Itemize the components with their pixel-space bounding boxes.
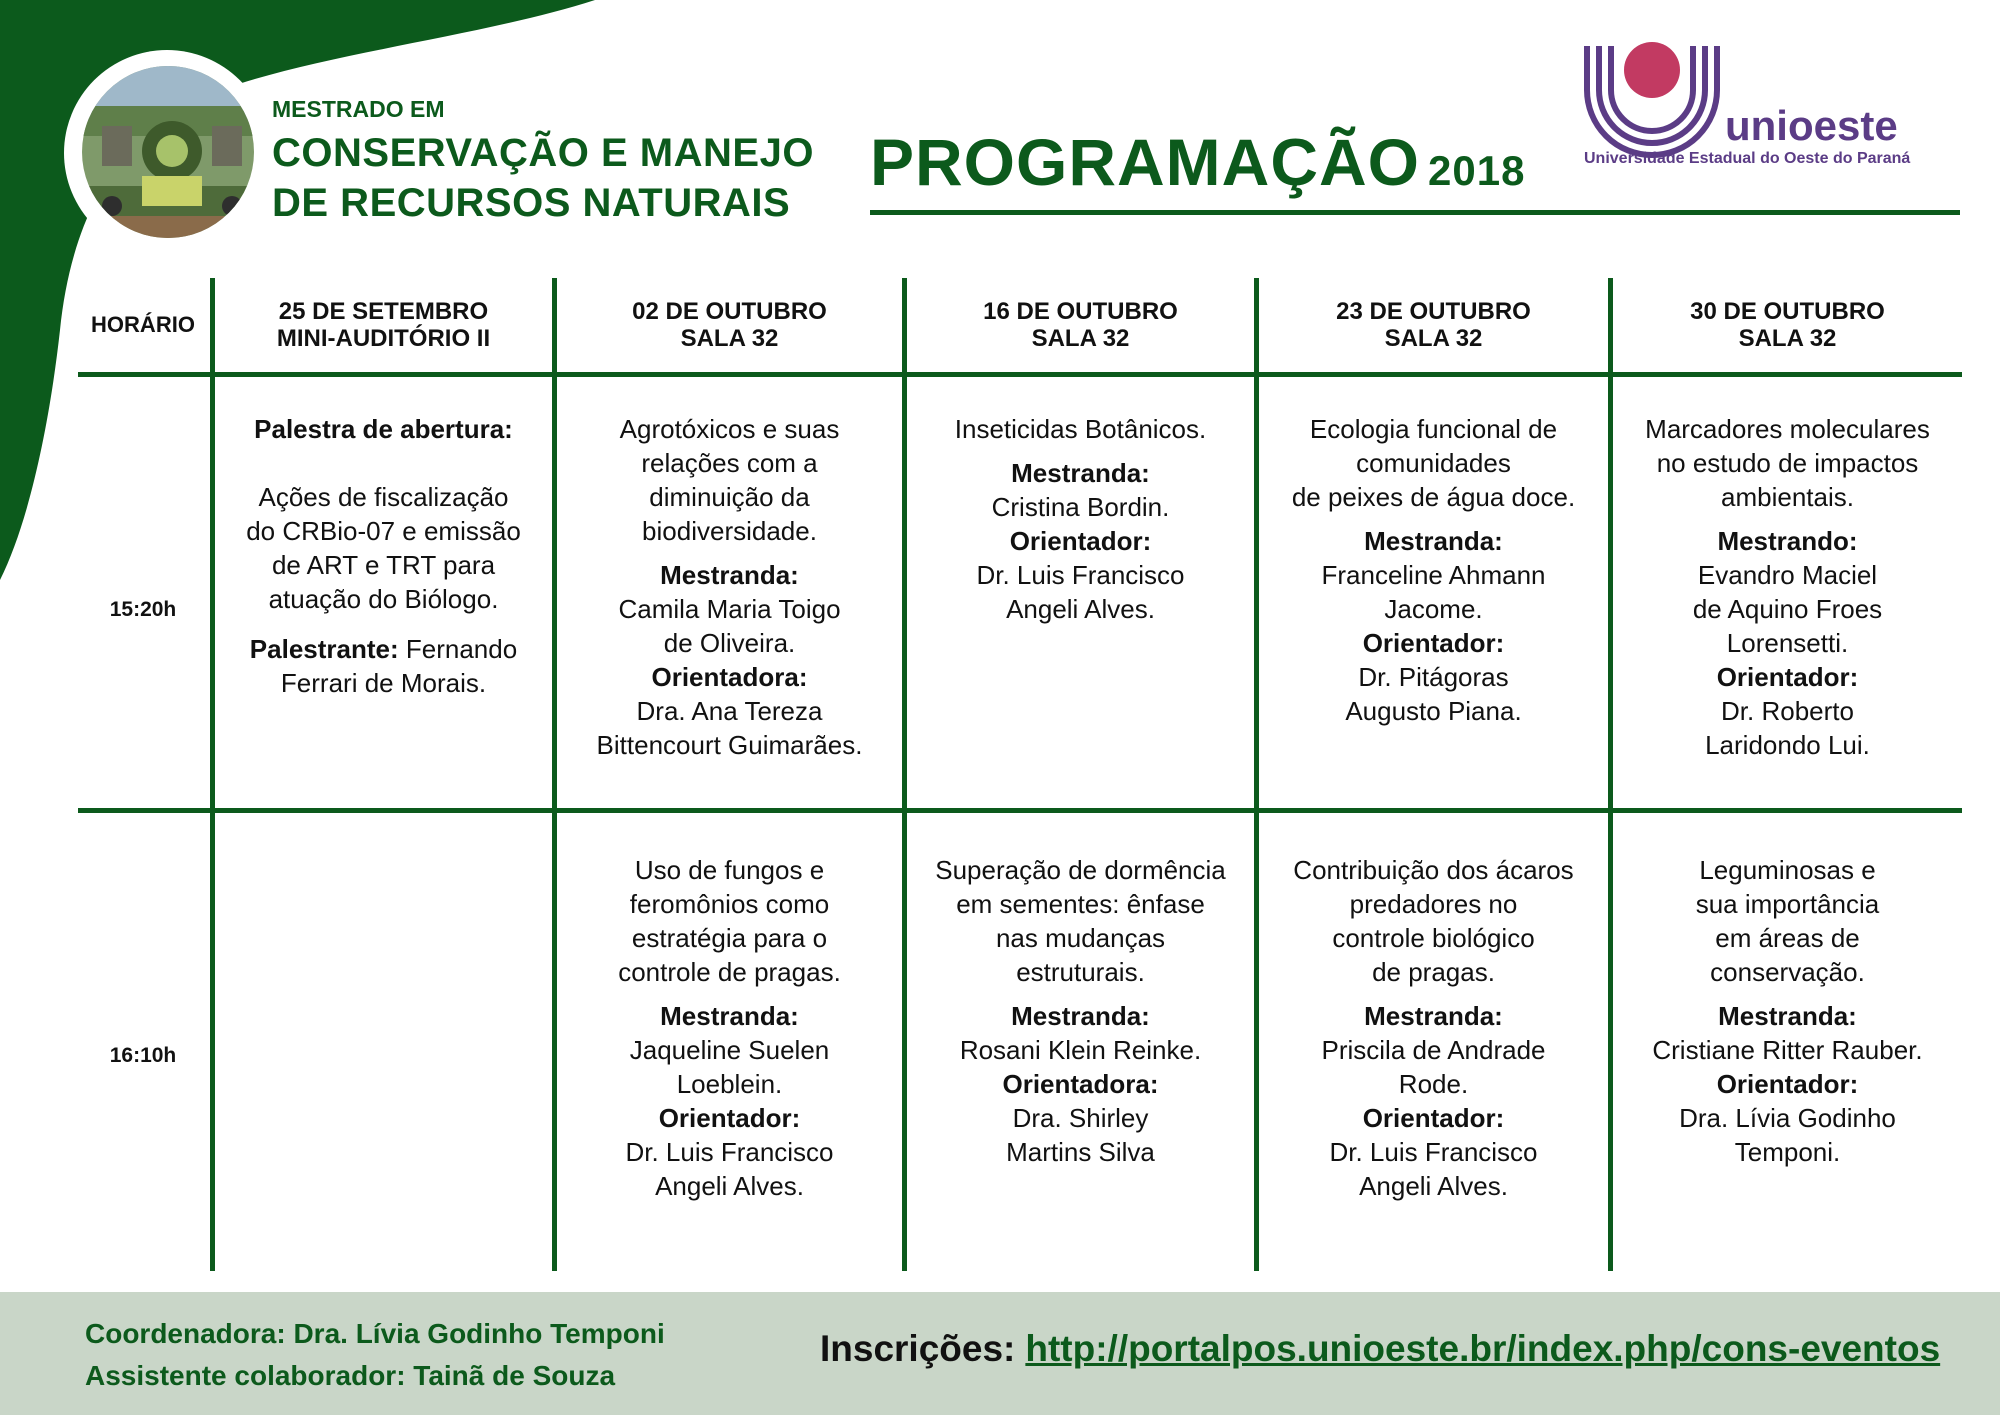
- student-label: Mestranda:: [1364, 526, 1503, 556]
- student-name: Rode.: [1398, 1069, 1469, 1099]
- table-divider: [78, 808, 1962, 813]
- student-name: Loeblein.: [676, 1069, 783, 1099]
- advisor-name: Dr. Pitágoras: [1358, 662, 1509, 692]
- session-topic-line: Contribuição dos ácaros: [1293, 855, 1574, 885]
- speaker-label: Palestrante:: [249, 634, 399, 664]
- student-label: Mestrando:: [1717, 526, 1858, 556]
- session-topic-line: predadores no: [1349, 889, 1518, 919]
- program-title-line-1: CONSERVAÇÃO E MANEJO: [272, 131, 814, 175]
- session-topic-line: Marcadores moleculares: [1645, 414, 1930, 444]
- advisor-name: Dra. Ana Tereza: [636, 696, 823, 726]
- column-date: 02 DE OUTUBRO: [632, 298, 827, 325]
- student-name: Cristiane Ritter Rauber.: [1652, 1035, 1923, 1065]
- session-topic-line: relações com a: [641, 448, 818, 478]
- session-topic-line: em sementes: ênfase: [956, 889, 1205, 919]
- opening-topic-line: de ART e TRT para: [271, 550, 496, 580]
- advisor-label: Orientador:: [1362, 628, 1505, 658]
- session-topic-line: Agrotóxicos e suas: [619, 414, 840, 444]
- advisor-name: Dr. Luis Francisco: [625, 1137, 834, 1167]
- session-topic-line: sua importância: [1695, 889, 1880, 919]
- advisor-name: Augusto Piana.: [1345, 696, 1522, 726]
- session-topic-line: controle biológico: [1332, 923, 1535, 953]
- student-name: Jacome.: [1384, 594, 1483, 624]
- advisor-name: Dr. Luis Francisco: [976, 560, 1185, 590]
- session-topic-line: no estudo de impactos: [1656, 448, 1919, 478]
- student-label: Mestranda:: [1011, 458, 1150, 488]
- session-cell: [1613, 412, 1962, 762]
- advisor-name: Martins Silva: [1006, 1137, 1155, 1167]
- assistant-text: Assistente colaborador: Tainã de Souza: [85, 1360, 616, 1391]
- student-label: Mestranda:: [660, 1001, 799, 1031]
- advisor-name: Dra. Shirley: [1012, 1103, 1149, 1133]
- session-cell: [557, 853, 902, 1203]
- advisor-label: Orientador:: [1716, 662, 1859, 692]
- student-name: Lorensetti.: [1726, 628, 1849, 658]
- column-room: SALA 32: [680, 325, 779, 352]
- session-cell: [1259, 853, 1608, 1203]
- speaker-name: Fernando: [405, 634, 518, 664]
- advisor-name: Angeli Alves.: [1006, 594, 1155, 624]
- table-divider: [78, 372, 1962, 377]
- session-topic-line: biodiversidade.: [642, 516, 817, 546]
- advisor-name: Dra. Lívia Godinho: [1679, 1103, 1896, 1133]
- session-topic-line: de pragas.: [1372, 957, 1495, 987]
- speaker-name-cont: Ferrari de Morais.: [280, 668, 487, 698]
- student-label: Mestranda:: [1718, 1001, 1857, 1031]
- column-room: SALA 32: [1738, 325, 1837, 352]
- advisor-label: Orientadora:: [651, 662, 808, 692]
- session-topic-line: Leguminosas e: [1699, 855, 1876, 885]
- advisor-name: Dr. Roberto: [1721, 696, 1854, 726]
- session-cell: [557, 412, 902, 762]
- column-date: 16 DE OUTUBRO: [983, 298, 1178, 325]
- column-room: SALA 32: [1031, 325, 1130, 352]
- program-title: [272, 128, 814, 228]
- column-date: 25 DE SETEMBRO: [278, 298, 489, 325]
- registration-info: [820, 1328, 1940, 1370]
- advisor-name: Angeli Alves.: [1359, 1171, 1508, 1201]
- session-topic-line: conservação.: [1710, 957, 1865, 987]
- horario-header: HORÁRIO: [91, 312, 195, 337]
- time-slot-1: 15:20h: [109, 598, 177, 621]
- column-header: [557, 298, 902, 352]
- page-title-year: 2018: [1428, 147, 1526, 194]
- student-label: Mestranda:: [660, 560, 799, 590]
- session-topic-line: em áreas de: [1715, 923, 1860, 953]
- session-topic-line: nas mudanças: [995, 923, 1166, 953]
- student-name: Priscila de Andrade: [1321, 1035, 1546, 1065]
- session-topic-line: ambientais.: [1721, 482, 1854, 512]
- advisor-name: Laridondo Lui.: [1705, 730, 1870, 760]
- session-topic-line: comunidades: [1356, 448, 1511, 478]
- advisor-label: Orientadora:: [1002, 1069, 1159, 1099]
- column-date: 23 DE OUTUBRO: [1336, 298, 1531, 325]
- column-room: MINI-AUDITÓRIO II: [276, 325, 491, 352]
- registration-label: Inscrições:: [820, 1328, 1016, 1369]
- student-name: Franceline Ahmann: [1321, 560, 1546, 590]
- column-header: [215, 298, 552, 352]
- program-title-line-2: DE RECURSOS NATURAIS: [272, 181, 791, 225]
- opening-topic-line: do CRBio-07 e emissão: [246, 516, 521, 546]
- advisor-name: Dr. Luis Francisco: [1329, 1137, 1538, 1167]
- program-logo-image: [78, 62, 258, 242]
- session-topic-line: estratégia para o: [631, 923, 828, 953]
- session-topic-line: controle de pragas.: [618, 957, 841, 987]
- page-title: [870, 124, 1525, 200]
- student-label: Mestranda:: [1011, 1001, 1150, 1031]
- session-cell: [907, 853, 1254, 1169]
- program-subtitle: MESTRADO EM: [272, 96, 445, 122]
- opening-lecture-cell: [215, 412, 552, 700]
- coordinator-text: Coordenadora: Dra. Lívia Godinho Temponi: [85, 1318, 665, 1349]
- column-room: SALA 32: [1384, 325, 1483, 352]
- student-name: Camila Maria Toigo: [618, 594, 841, 624]
- student-name: Cristina Bordin.: [991, 492, 1170, 522]
- student-name: de Aquino Froes: [1692, 594, 1883, 624]
- session-topic-line: estruturais.: [1016, 957, 1145, 987]
- advisor-label: Orientador:: [1009, 526, 1152, 556]
- page-title-text: PROGRAMAÇÃO: [870, 125, 1420, 199]
- university-short-name: unioeste: [1725, 102, 1898, 149]
- column-header: [1613, 298, 1962, 352]
- registration-link[interactable]: http://portalpos.unioeste.br/index.php/cons-eventos: [1025, 1328, 1941, 1369]
- session-cell: [1613, 853, 1962, 1169]
- column-date: 30 DE OUTUBRO: [1690, 298, 1885, 325]
- session-topic-line: Superação de dormência: [935, 855, 1226, 885]
- student-name: de Oliveira.: [663, 628, 796, 658]
- student-name: Rosani Klein Reinke.: [959, 1035, 1202, 1065]
- advisor-name: Bittencourt Guimarães.: [596, 730, 863, 760]
- column-header: [1259, 298, 1608, 352]
- advisor-name: Temponi.: [1734, 1137, 1841, 1167]
- opening-topic-line: Ações de fiscalização: [258, 482, 509, 512]
- session-topic-line: Inseticidas Botânicos.: [954, 414, 1207, 444]
- title-underline: [870, 210, 1960, 215]
- session-topic-line: feromônios como: [629, 889, 830, 919]
- session-cell: [1259, 412, 1608, 728]
- session-topic-line: Ecologia funcional de: [1309, 414, 1558, 444]
- university-full-name: Universidade Estadual do Oeste do Paraná: [1584, 150, 1911, 167]
- session-topic-line: diminuição da: [649, 482, 810, 512]
- advisor-label: Orientador:: [1716, 1069, 1859, 1099]
- student-name: Evandro Maciel: [1697, 560, 1878, 590]
- session-topic-line: Uso de fungos e: [634, 855, 825, 885]
- session-cell: [907, 412, 1254, 626]
- student-name: Jaqueline Suelen: [629, 1035, 830, 1065]
- advisor-name: Angeli Alves.: [655, 1171, 804, 1201]
- advisor-label: Orientador:: [1362, 1103, 1505, 1133]
- opening-topic-line: atuação do Biólogo.: [268, 584, 499, 614]
- student-label: Mestranda:: [1364, 1001, 1503, 1031]
- advisor-label: Orientador:: [658, 1103, 801, 1133]
- time-slot-2: 16:10h: [109, 1044, 177, 1067]
- opening-speaker: [215, 632, 552, 666]
- column-header: [907, 298, 1254, 352]
- session-topic-line: de peixes de água doce.: [1291, 482, 1576, 512]
- opening-heading: Palestra de abertura:: [254, 414, 513, 444]
